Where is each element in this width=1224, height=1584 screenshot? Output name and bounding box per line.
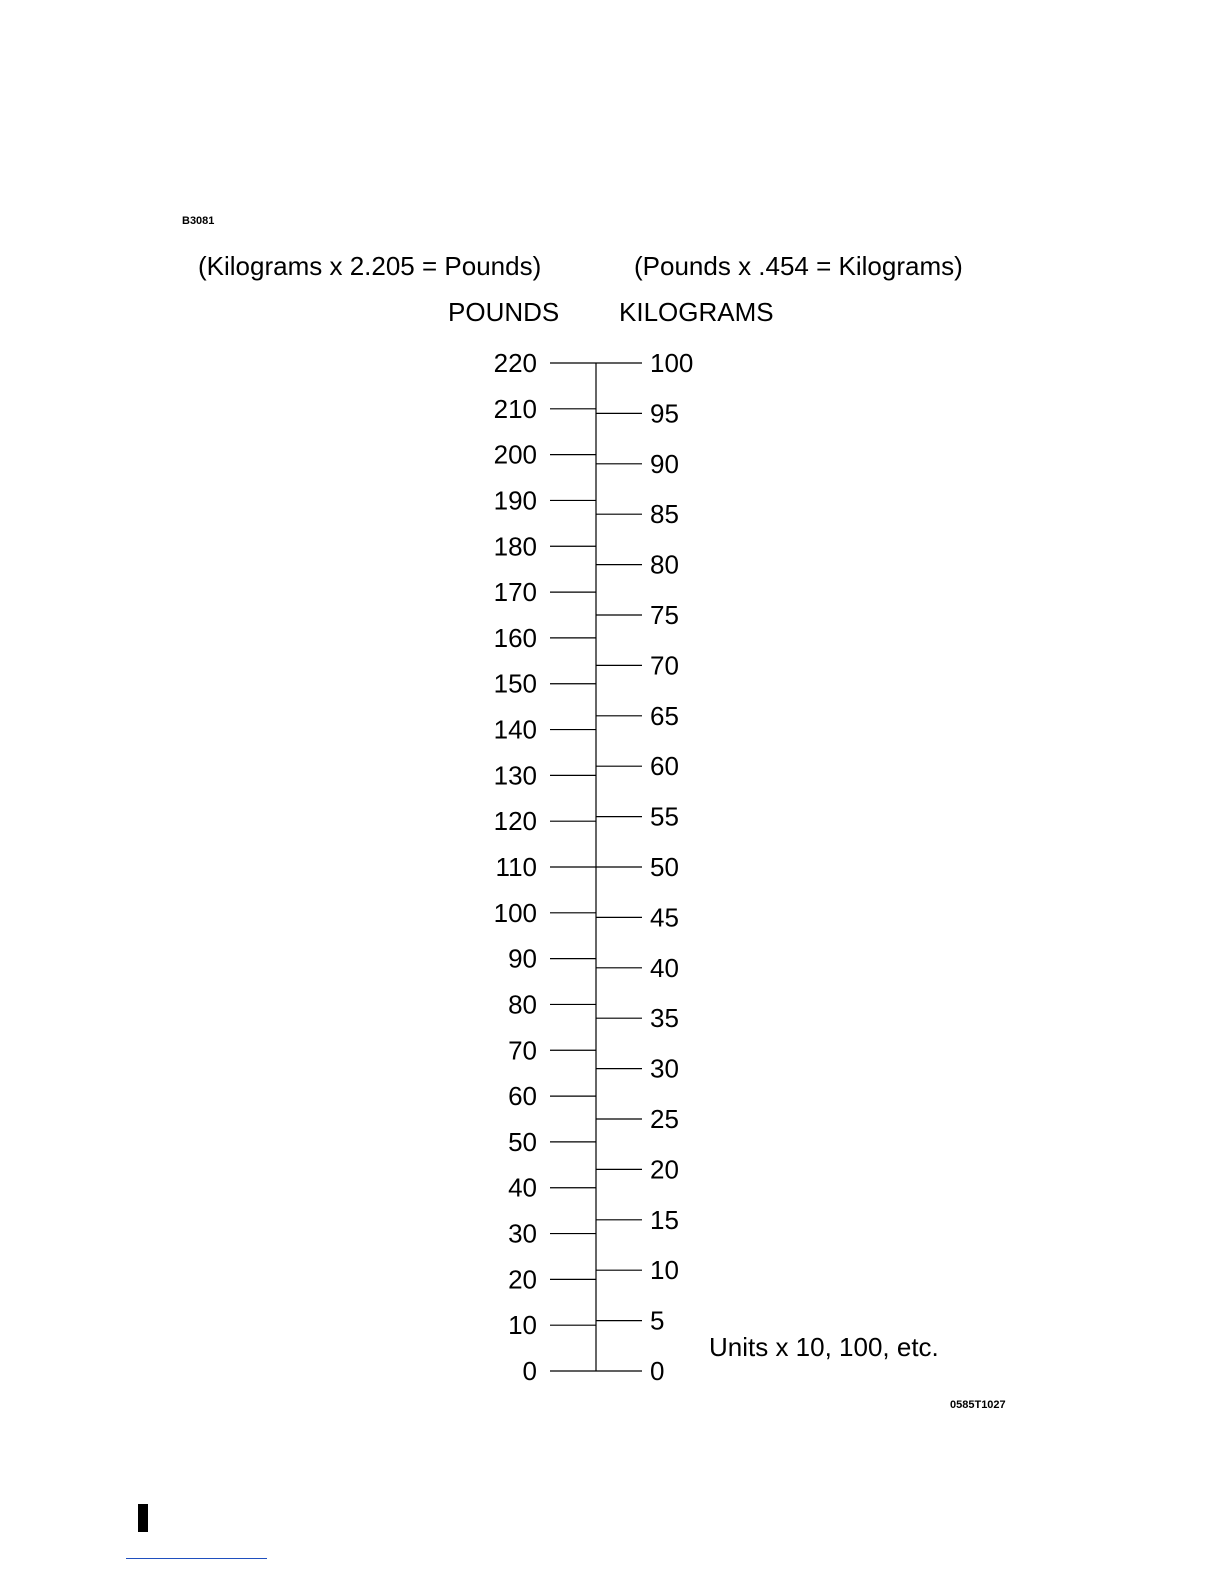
kilograms-label-75: 75 [650, 600, 679, 630]
pounds-label-180: 180 [493, 531, 537, 562]
kilograms-label-80: 80 [650, 549, 679, 580]
kilograms-label-50: 50 [650, 852, 679, 882]
pounds-label-90: 90 [508, 943, 537, 974]
change-bar [138, 1504, 148, 1532]
pounds-label-40: 40 [508, 1172, 537, 1203]
kilograms-label-55: 55 [650, 801, 679, 832]
figure-number: 0585T1027 [950, 1399, 1006, 1411]
pounds-label-220: 220 [493, 348, 537, 378]
kilograms-label-5: 5 [650, 1305, 665, 1336]
pounds-label-80: 80 [508, 989, 537, 1020]
pounds-label-200: 200 [493, 439, 537, 470]
units-note: Units x 10, 100, etc. [709, 1332, 939, 1362]
pounds-label-0: 0 [522, 1356, 537, 1386]
pounds-label-20: 20 [508, 1264, 537, 1295]
pounds-header: POUNDS [448, 297, 560, 327]
pounds-label-110: 110 [495, 852, 537, 882]
pounds-label-10: 10 [508, 1310, 537, 1341]
formula-lb-to-kg: (Pounds x .454 = Kilograms) [634, 251, 963, 281]
kilograms-label-95: 95 [650, 398, 679, 429]
kilograms-label-0: 0 [650, 1356, 665, 1386]
pounds-label-140: 140 [493, 714, 537, 745]
pounds-label-30: 30 [508, 1218, 537, 1249]
kilograms-label-60: 60 [650, 751, 679, 782]
kilograms-label-65: 65 [650, 700, 679, 731]
pounds-label-210: 210 [493, 393, 537, 424]
kilograms-header: KILOGRAMS [619, 297, 774, 327]
pounds-label-60: 60 [508, 1081, 537, 1112]
footer-rule [126, 1558, 267, 1559]
kilograms-label-10: 10 [650, 1255, 679, 1286]
kilograms-label-30: 30 [650, 1053, 679, 1084]
pounds-label-70: 70 [508, 1035, 537, 1066]
pounds-label-120: 120 [493, 806, 537, 837]
pounds-label-170: 170 [493, 577, 537, 608]
kilograms-label-100: 100 [650, 348, 694, 378]
kilograms-label-70: 70 [650, 650, 679, 681]
pounds-label-150: 150 [493, 668, 537, 699]
kilograms-label-90: 90 [650, 448, 679, 479]
kilograms-label-45: 45 [650, 902, 679, 933]
formula-kg-to-lb: (Kilograms x 2.205 = Pounds) [198, 251, 542, 281]
kilograms-label-20: 20 [650, 1154, 679, 1185]
kilograms-label-85: 85 [650, 499, 679, 530]
pounds-label-190: 190 [493, 485, 537, 516]
kilograms-label-40: 40 [650, 952, 679, 983]
pounds-label-130: 130 [493, 760, 537, 791]
kilograms-label-25: 25 [650, 1104, 679, 1134]
pounds-label-50: 50 [508, 1126, 537, 1157]
kilograms-label-15: 15 [650, 1204, 679, 1235]
kilograms-label-35: 35 [650, 1003, 679, 1034]
figure-id: B3081 [182, 215, 215, 227]
pounds-label-160: 160 [493, 622, 537, 653]
pounds-label-100: 100 [493, 897, 537, 928]
